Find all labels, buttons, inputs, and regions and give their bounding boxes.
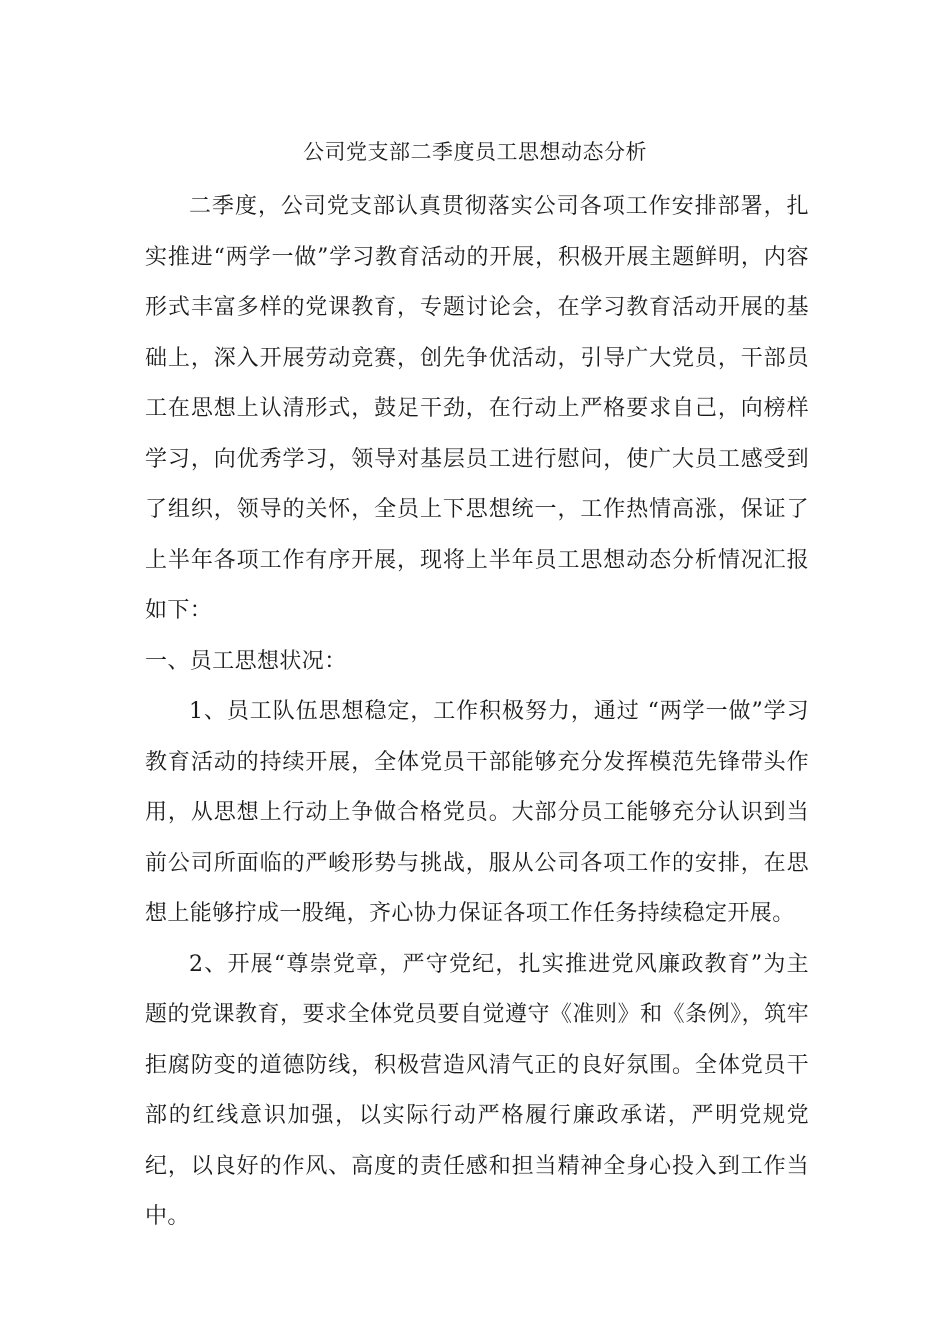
section-heading: 一、员工思想状况： (145, 648, 347, 674)
document-title: 公司党支部二季度员工思想动态分析 (303, 140, 647, 164)
intro-paragraph: 二季度，公司党支部认真贯彻落实公司各项工作安排部署，扎实推进“两学一做”学习教育活动的开展，积极开展主题鲜明，内容形式丰富多样的党课教育，专题讨论会，在学习教育活动开展的基础上，深入开展劳动竞赛，创先争优活动，引导广大党员，干部员工在思想上认清形式，鼓足干劲，在行动上严格要求自己，向榜样学习，向优秀学习，领导对基层员工进行慰问，使广大员工感受到了组织，领导的关怀，全员上下思想统一，工作热情高涨，保证了上半年各项工作有序开展，现将上半年员工思想动态分析情况汇报如下： (145, 194, 809, 623)
item-paragraph-2: 2、开展“尊崇党章，严守党纪，扎实推进党风廉政教育”为主题的党课教育，要求全体党员要自觉遵守《准则》和《条例》，筑牢拒腐防变的道德防线，积极营造风清气正的良好氛围。全体党员干部的红线意识加强，以实际行动严格履行廉政承诺，严明党规党纪，以良好的作风、高度的责任感和担当精神全身心投入到工作当中。 (145, 951, 809, 1229)
item-paragraph-1: 1、员工队伍思想稳定，工作积极努力，通过 “两学一做”学习教育活动的持续开展，全体党员干部能够充分发挥模范先锋带头作用，从思想上行动上争做合格党员。大部分员工能够充分认识到当前公司所面临的严峻形势与挑战，服从公司各项工作的安排，在思想上能够拧成一股绳，齐心协力保证各项工作任务持续稳定开展。 (145, 699, 809, 926)
document-body (145, 182, 809, 1243)
